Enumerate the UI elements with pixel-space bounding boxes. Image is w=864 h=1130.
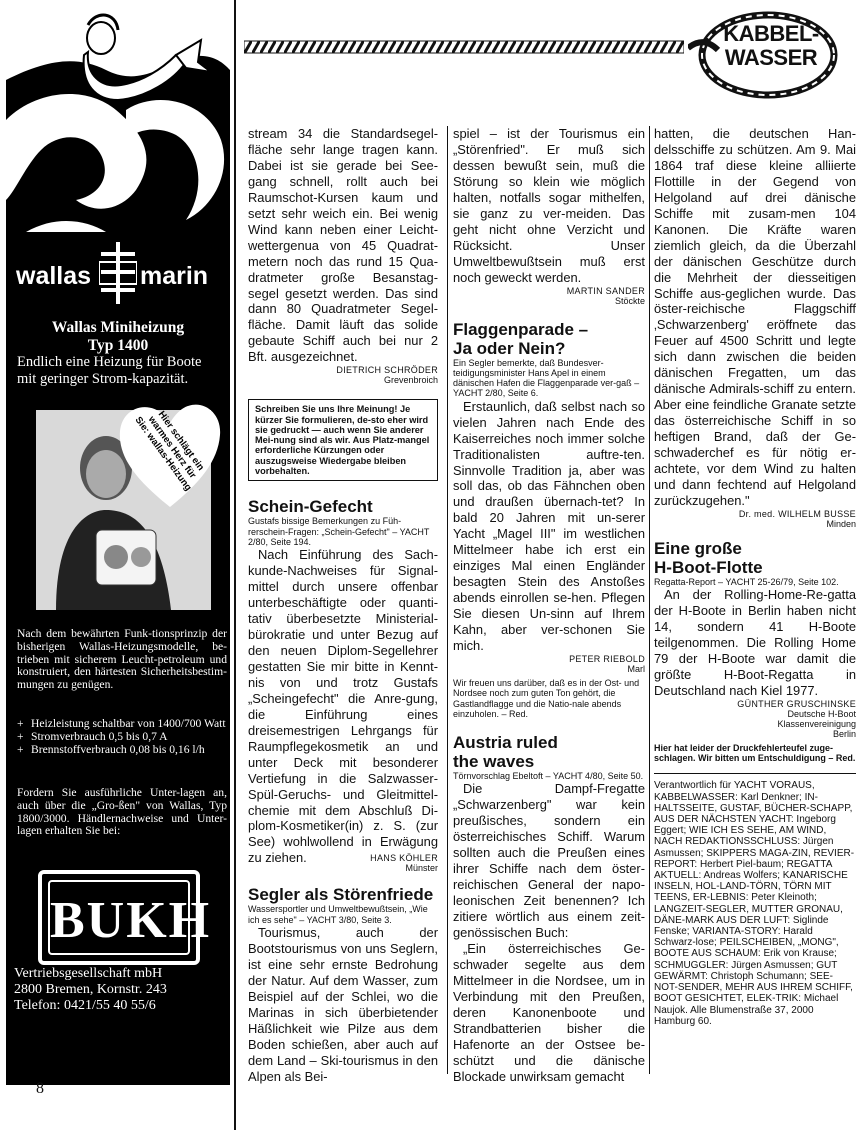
page-number: 8 [36,1080,44,1097]
author-name: Dr. med. WILHELM BUSSE [738,508,856,519]
author-place: Berlin [832,728,856,739]
letter-text: hatten, die deutschen Han-delsschiffe zu schützen. Am 9. Mai 1864 traf diese kleine alliierte Flottille in der Gegend von Helgoland auf drei dänische Schiffe mit zusam-men 104 Kanonen. Die Kräfte waren ziemlich gleich, da die Überzahl der dänischen Geschütze durch die Mehrheit der diesseitigen Schiffe aus-geglichen wurde. Das öster-reichische Flaggschiff ‚Schwarzenberg' eröffnete das Feuer auf 4500 Schritt und legte sich dann zwischen die beiden dänischen Fregatten, um das dänische Admirals-schiff zu entern. Aber eine feindliche Granate setzte das österreichische Schiff in so heftigen Brand, daß der Ge-schwaderchef es für nötig er-achtete, vor dem Wind zu halten und dann fechtend auf Helgoland zurückzugehen." [654,126,856,508]
letter-headline: Schein-Gefecht [248,497,373,517]
kabbel-logo-line2: WASSER [724,45,818,70]
brand-left: wallas [16,262,92,290]
author-name: DIETRICH SCHRÖDER [336,365,438,376]
column-rule [649,126,650,1074]
headline-line: Flaggenparade – [453,319,589,339]
article-column-1 [248,126,438,1084]
letter-text: An der Rolling-Home-Re-gatta der H-Boote in Berlin haben nicht 14, sondern 41 H-Boote teilgenommen. Die Rolling Home 79 der H-Boote war damit die größte H-Boot-Regatta in Deutschland nach Kiel 1977. [654,587,856,698]
letter-signature [654,509,856,529]
letter-signature [453,654,645,674]
letter-headline: Segler als Störenfriede [248,885,434,905]
address-line: Telefon: 0421/55 40 55/6 [14,998,156,1013]
ad-title-line1: Wallas Miniheizung [51,319,185,336]
kabbel-logo-line1: KABBEL- [723,21,819,46]
ad-bullet: + Stromverbrauch 0,5 bis 0,7 A [17,731,227,744]
letter-text: stream 34 die Standardsegel-fläche sehr lange tragen kann. Dabei ist sie gerade bei See-gang schnell, rollt auch bei Raumschot-Kursen kaum und setzt sehr weich ein. Bei wenig Wind kann neben einer Leicht-wettergenua von 45 Quadrat-metern noch das rund 15 Qua-dratmeter große Besanstag-segel gesetzt werden. Das sind dann 80 Quadratmeter Segel-fläche. Damit läuft das solide gebaute Schiff auch bei nur 2 Bft. ausgezeichnet. [248,126,438,365]
letter-signature [248,365,438,385]
bukh-logo [38,870,212,965]
headline-line: H-Boot-Flotte [654,557,763,577]
wallas-advertisement [6,0,230,1085]
ad-bullet: + Heizleistung schaltbar von 1400/700 Watt [17,718,227,731]
author-place: Marl [627,663,645,674]
heart-badge [116,395,224,513]
headline-line: Ja oder Nein? [453,338,566,358]
editorial-notice-box: Schreiben Sie uns Ihre Meinung! Je kürzer Sie formulieren, de-sto eher wird sie gedruckt — auch wenn Sie anderer Mei-nung sind als wir. Aus Platz-mangel erforderliche Kürzungen oder auszugsweise Wiedergabe bleiben vorbehalten. [248,399,438,481]
dealer-address [14,966,230,1014]
ad-body-2: Fordern Sie ausführliche Unter-lagen an, auch über die „Gro-ßen" von Wallas, Typ 1800/3000. Händlernachweise und Unter-lagen erhalten Sie bei: [17,786,227,838]
article-column-3 [654,126,856,1027]
article-column-2 [453,126,645,1085]
headline-line: Eine große [654,538,742,558]
author-name: HANS KÖHLER [370,853,438,864]
author-place: Minden [826,518,856,529]
ad-title-line2: Typ 1400 [87,337,149,354]
column-rule [234,0,236,1130]
letter-text: Erstaunlich, daß selbst nach so vielen Jahren nach Ende des Kaiserreiches noch immer solche Traditionalisten auftre-ten. Sinnvolle Tradition ja, aber was soll das, ob das Fähnchen oben und draußen übernach-tet? In bald 20 Jahren mit un-serer Yacht „Magel III" im westlichen Mittelmeer habe ich erst ein einziges Mal einen Engländer besagten Stein des Anstoßes abends einrollen se-hen. Pflegen Sie diesen Un-sinn auf Ihrem Kahn, aber ver-schonen Sie mich. [453,398,645,654]
ad-bullet-list [17,718,227,756]
editor-note: Hier hat leider der Druckfehlerteufel zuge-schlagen. Wir bitten um Entschuldigung – Red. [654,742,856,764]
kabbelwasser-logo [688,10,838,100]
editor-note: Wir freuen uns darüber, daß es in der Ost- und Nordsee noch zum guten Ton gehört, die Gastlandflagge und die Natio-nale abends einzuholen. – Red. [453,677,640,719]
letter-headline [654,539,856,577]
author-affiliation: Deutsche H-Boot [787,708,856,719]
ad-body: Nach dem bewährten Funk-tionsprinzip der bisherigen Wallas-Heizungsmodelle, be-trieben mit sicherem Leucht-petroleum und konstruiert, den härtesten Sicherheitsbestim-mungen zu genügen. [17,627,227,692]
address-line: Vertriebsgesellschaft mbH [14,966,163,981]
author-name: PETER RIEBOLD [569,653,645,664]
headline-line: the waves [453,752,535,772]
letter-headline [453,320,645,358]
letter-reference: Wassersportler und Umweltbewußtsein, „Wie ich es sehe" – YACHT 3/80, Seite 3. [248,904,428,925]
badge-text: Hier schlägt ein warmes Herz für Sie: wallas-Heizung [132,409,207,494]
column-rule [447,126,448,1074]
letter-reference: Törnvorschlag Ebeltoft – YACHT 4/80, Seite 50. [453,771,644,782]
letter-text: spiel – ist der Tourismus ein „Störenfried". Er muß sich dessen bewußt sein, muß die Störung so klein wie möglich halten, notfalls sogar mithelfen, sie ganz zu ver-meiden. Das geht nicht ohne Verzicht und Rücksicht. Unser Umweltbewußtsein muß erst noch geweckt werden. [453,126,645,285]
letter-text: „Ein österreichisches Ge-schwader segelte aus dem Mittelmeer in die Nordsee, um in Verbindung mit den Preußen, deren Kanonenboote und Strandbatterien bisher die Hafenorte an der Ostsee be-schützt und die dänische Blockade unwirksam gemacht [453,940,645,1084]
rope-divider-icon [244,40,684,54]
letter-reference: Regatta-Report – YACHT 25-26/79, Seite 102. [654,576,839,587]
letter-headline [453,733,645,771]
mermaid-wave-illustration [6,0,230,232]
author-place: Stöckte [614,295,645,306]
author-place: Münster [405,863,438,874]
letter-text: Die Dampf-Fregatte „Schwarzenberg" war kein preußisches, sondern ein österreichisches Schiff. Warum sollten auch die Preußen eines ihrer Schiffe nach dem öster-reichischen General der napo-leonischen Zeit benennen? Ich zitiere wörtlich aus einem zeit-genössischen Buch: [453,781,645,941]
author-name: MARTIN SANDER [566,285,645,296]
author-name: GÜNTHER GRUSCHINSKE [737,698,856,709]
ad-bullet: + Brennstoffverbrauch 0,08 bis 0,16 l/h [17,744,227,757]
letter-reference: Gustafs bissige Bemerkungen zu Füh-rerschein-Fragen: „Schein-Gefecht" – YACHT 2/80, Seite 194. [248,516,430,547]
headline-line: Austria ruled [453,733,558,753]
address-line: 2800 Bremen, Kornstr. 243 [14,982,167,997]
ad-lead: Endlich eine Heizung für Boote mit geringer Strom-kapazität. [17,354,202,387]
impressum: Verantwortlich für YACHT VORAUS, KABBELWASSER: Karl Denkner; IN-HALTSSEITE, GUSTAF, BÜCHER-SCHAPP, AUS DER NÄCHSTEN YACHT: Ingeborg Eggert; WIE ICH ES SEHE, AM WIND, NACH REDAKTIONSSCHLUSS: Jürgen Asmussen; SKIPPERS MAGA-ZIN, REVIER-REPORT: Herbert Piel-baum; REGATTA AKTUELL: Andreas Wolfers; KANARISCHE INSELN, HOL-LAND-TÖRN, TÖRN MIT TEENS, ER-LEBNIS: Peter Kleinoth; LANGZEIT-SEGLER, MUTTER GRONAU, DÄNE-MARK AUS DER LUFT: Siglinde Fenske; VARIANTA-STORY: Harald Schwarz-lose; PEILSCHEIBEN, „MONG", BOOTE AUS SCHAUM: Erik von Krause; SCHMUGGLER: Jürgen Asmussen; GUT GEWÄRMT: Christoph Schumann; SEE-NOT-SENDER, MEHR AUS IHREM SCHIFF, BOOT GESICHTET, ELEK-TRIK: Michael Naujok. Alle Blumenstraße 37, 2000 Hamburg 60. [654,780,855,1027]
letter-text: Nach Einführung des Sach-kunde-Nachweises für Signal-mittel durch unsere offenbar unterbeschäftigte oder quanti-tativ überbesetzte Ministerial-bürokratie und unter Bezug auf den neuen Diplom-Segellehrer gestatten Sie mir bitte in Kennt-nis von und trotz Gustafs „Scheingefecht" die Anre-gung, die Einführung eines dreisemestrigen Lehrgangs für Raumpflegekosmetik an und unter Deck mit besonderer Vertiefung in die Salzwasser-Spül-Geruchs- und Gleitmittel-chemie mit dem Abschluß Di-plom-Kosmetiker(in) z. S. (zur See) wohlwollend in Erwägung zu ziehen. [248,547,438,866]
author-place: Grevenbroich [383,375,438,386]
wallas-marin-logo [12,240,224,310]
author-affiliation: Klassenvereinigung [777,718,856,729]
letter-signature [453,286,645,306]
bukh-logo-text: BUKH [48,880,190,955]
anchor-mark-icon [99,242,137,304]
letter-reference: Ein Segler bemerkte, daß Bundesver-teidigungsminister Hans Apel in einem dänischen Hafen die Flaggenparade ver-gaß – YACHT 2/80, Seite 6. [453,357,640,399]
brand-right: marin [140,262,209,290]
letter-text: Tourismus, auch der Bootstourismus von uns Seglern, ist eine sehr ernste Bedrohung der Natur. Auf dem Wasser, zum Beispiel auf der Schlei, wo die Marinas in sich überbietender Häßlichkeit wie Pilze aus dem Boden schießen, aber auch auf dem Land – Ski-tourismus in den Alpen als Bei- [248,924,438,1084]
letter-signature [654,699,856,739]
